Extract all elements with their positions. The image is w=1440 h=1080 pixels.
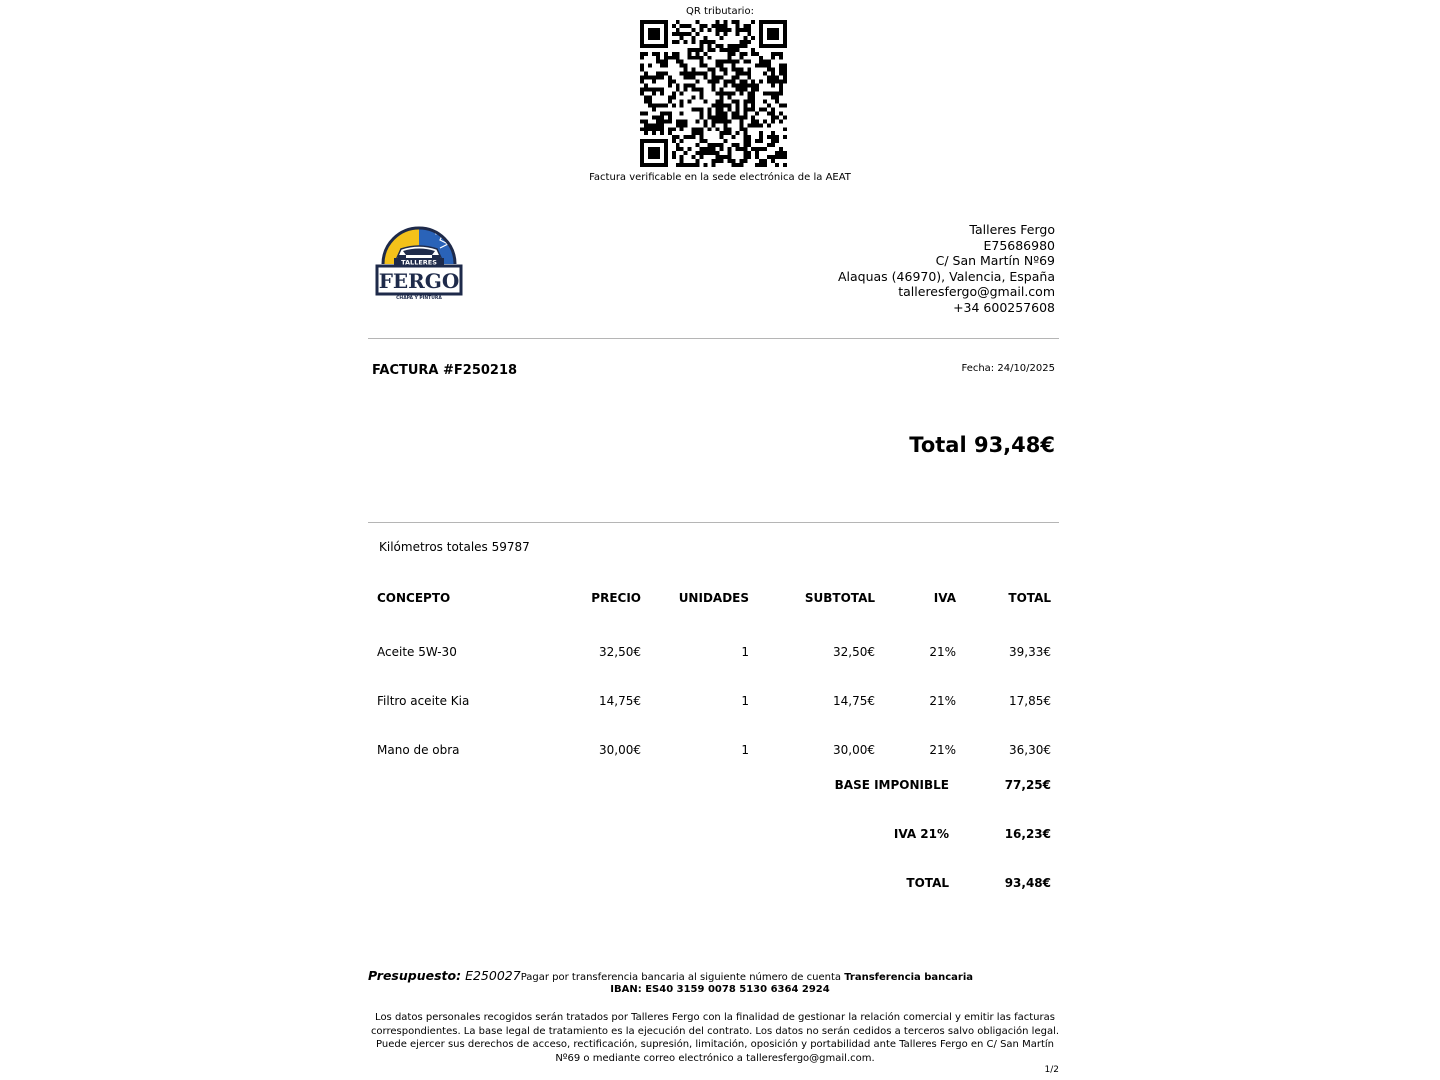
payment-line: [368, 968, 973, 983]
row-3-concept: Mano de obra: [377, 743, 460, 757]
company-phone: +34 600257608: [953, 299, 1055, 315]
row-1-subtotal: 32,50€: [833, 645, 875, 659]
header-total: TOTAL: [1008, 591, 1051, 605]
iva-value: 16,23€: [1004, 827, 1051, 841]
iva-label: IVA 21%: [893, 827, 949, 841]
invoice-title: FACTURA #F250218: [372, 363, 518, 378]
presupuesto-label: Presupuesto:: [368, 968, 462, 983]
row-2-price: 14,75€: [599, 694, 641, 708]
row-3-total: 36,30€: [1009, 743, 1051, 757]
company-city: Alaquas (46970), Valencia, España: [837, 268, 1055, 284]
privacy-notice: Los datos personales recogidos serán tratados por Talleres Fergo con la finalidad de gestionar la relación comercial y emitir las facturas correspondientes. La base legal de tratamiento es la ejecución del contrato. Los datos no serán cedidos a terceros salvo obligación legal. Puede ejercer sus derechos de acceso, rectificación, supresión, limitación, oposición y portabilidad ante Talleres Fergo en C/ San Martín Nº69 o mediante correo electrónico a talleresfergo@gmail.com.: [370, 1012, 1060, 1064]
qr-code: [640, 20, 787, 167]
total-value: 93,48€: [1004, 876, 1051, 890]
header-subtotal: SUBTOTAL: [804, 591, 875, 605]
logo-brand-text: FERGO: [378, 269, 460, 293]
iban: IBAN: ES40 3159 0078 5130 6364 2924: [610, 984, 830, 995]
presupuesto-value: E250027: [465, 968, 521, 983]
divider-middle: [368, 522, 1059, 523]
logo-tagline: CHAPA Y PINTURA: [396, 296, 442, 300]
row-1-units: 1: [741, 645, 749, 659]
row-2-total: 17,85€: [1009, 694, 1051, 708]
grand-total-banner: Total 93,48€: [909, 433, 1055, 457]
page-number: 1/2: [1044, 1065, 1059, 1075]
header-price: PRECIO: [591, 591, 641, 605]
invoice-date: Fecha: 24/10/2025: [961, 363, 1055, 374]
row-2-subtotal: 14,75€: [833, 694, 875, 708]
total-label: TOTAL: [906, 876, 949, 890]
company-name: Talleres Fergo: [969, 222, 1055, 237]
row-3-iva: 21%: [929, 743, 956, 757]
row-1-price: 32,50€: [599, 645, 641, 659]
row-2-concept: Filtro aceite Kia: [377, 694, 470, 708]
company-street: C/ San Martín Nº69: [935, 253, 1055, 268]
base-imponible-value: 77,25€: [1004, 778, 1051, 792]
divider-top: [368, 338, 1059, 339]
base-imponible-label: BASE IMPONIBLE: [834, 778, 949, 792]
header-iva: IVA: [933, 591, 956, 605]
header-concept: CONCEPTO: [377, 591, 451, 605]
row-2-iva: 21%: [929, 694, 956, 708]
row-1-iva: 21%: [929, 645, 956, 659]
payment-method: Transferencia bancaria: [844, 972, 974, 983]
logo-banner-text: TALLERES: [401, 258, 437, 267]
row-1-total: 39,33€: [1009, 645, 1051, 659]
company-email: talleresfergo@gmail.com: [898, 284, 1055, 299]
row-3-units: 1: [741, 743, 749, 757]
row-1-concept: Aceite 5W-30: [377, 645, 457, 659]
qr-caption: Factura verificable en la sede electrónica de la AEAT: [589, 172, 851, 183]
company-info: [838, 222, 1055, 315]
row-2-units: 1: [741, 694, 749, 708]
row-3-subtotal: 30,00€: [833, 743, 875, 757]
company-tax-id: E75686980: [983, 237, 1055, 253]
company-logo: [374, 222, 464, 300]
qr-label: QR tributario:: [686, 6, 754, 17]
header-units: UNIDADES: [678, 591, 749, 605]
payment-text: Pagar por transferencia bancaria al siguiente número de cuenta: [520, 972, 842, 983]
kilometers-total: Kilómetros totales 59787: [379, 540, 530, 554]
row-3-price: 30,00€: [599, 743, 641, 757]
